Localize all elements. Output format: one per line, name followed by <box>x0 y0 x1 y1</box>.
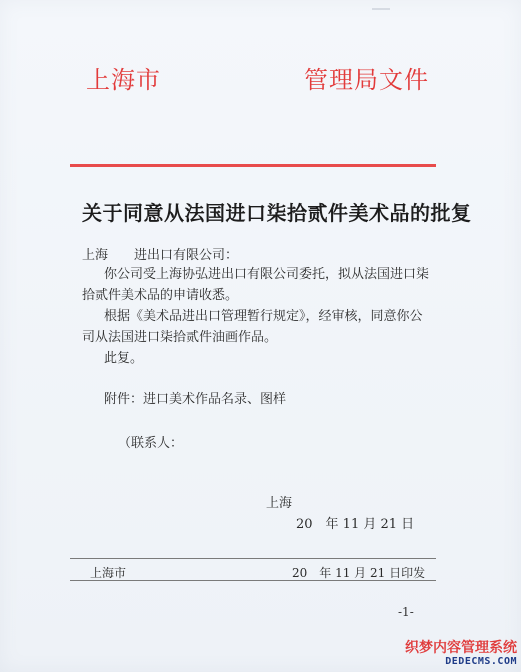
watermark-logo <box>399 640 517 668</box>
scan-mark <box>372 8 390 10</box>
signature-org: 上海 <box>266 496 293 511</box>
footer-issue-date: 20 年 11 月 21 日印发 <box>292 566 426 580</box>
watermark-en-text: DEDECMS.COM <box>445 656 517 667</box>
paragraph-1-line-1: 你公司受上海协弘进出口有限公司委托，拟从法国进口柒 <box>104 267 430 282</box>
contact-line: （联系人： <box>118 436 184 451</box>
footer-bottom-rule <box>70 580 436 581</box>
watermark-cn-text: 织梦内容管理系统 <box>405 640 517 656</box>
header-issuer-left: 上海市 <box>86 66 161 94</box>
footer-issuer: 上海市 <box>90 566 127 580</box>
signature-date: 20 年 11 月 21 日 <box>296 517 415 532</box>
header-issuer-right: 管理局文件 <box>304 66 429 94</box>
footer-top-rule <box>70 558 436 559</box>
attachment-line: 附件：进口美术作品名录、图样 <box>104 392 287 407</box>
addressee: 上海 进出口有限公司： <box>82 248 239 263</box>
closing-line: 此复。 <box>104 351 144 366</box>
paragraph-2-line-1: 根据《美术品进出口管理暂行规定》，经审核，同意你公 <box>104 309 423 324</box>
paragraph-2-line-2: 司从法国进口柒拾贰件油画作品。 <box>82 330 278 345</box>
red-divider <box>70 164 436 167</box>
document-title: 关于同意从法国进口柒拾贰件美术品的批复 <box>82 201 472 225</box>
paragraph-1-line-2: 拾贰件美术品的申请收悉。 <box>82 288 239 303</box>
page-number: -1- <box>398 605 414 619</box>
